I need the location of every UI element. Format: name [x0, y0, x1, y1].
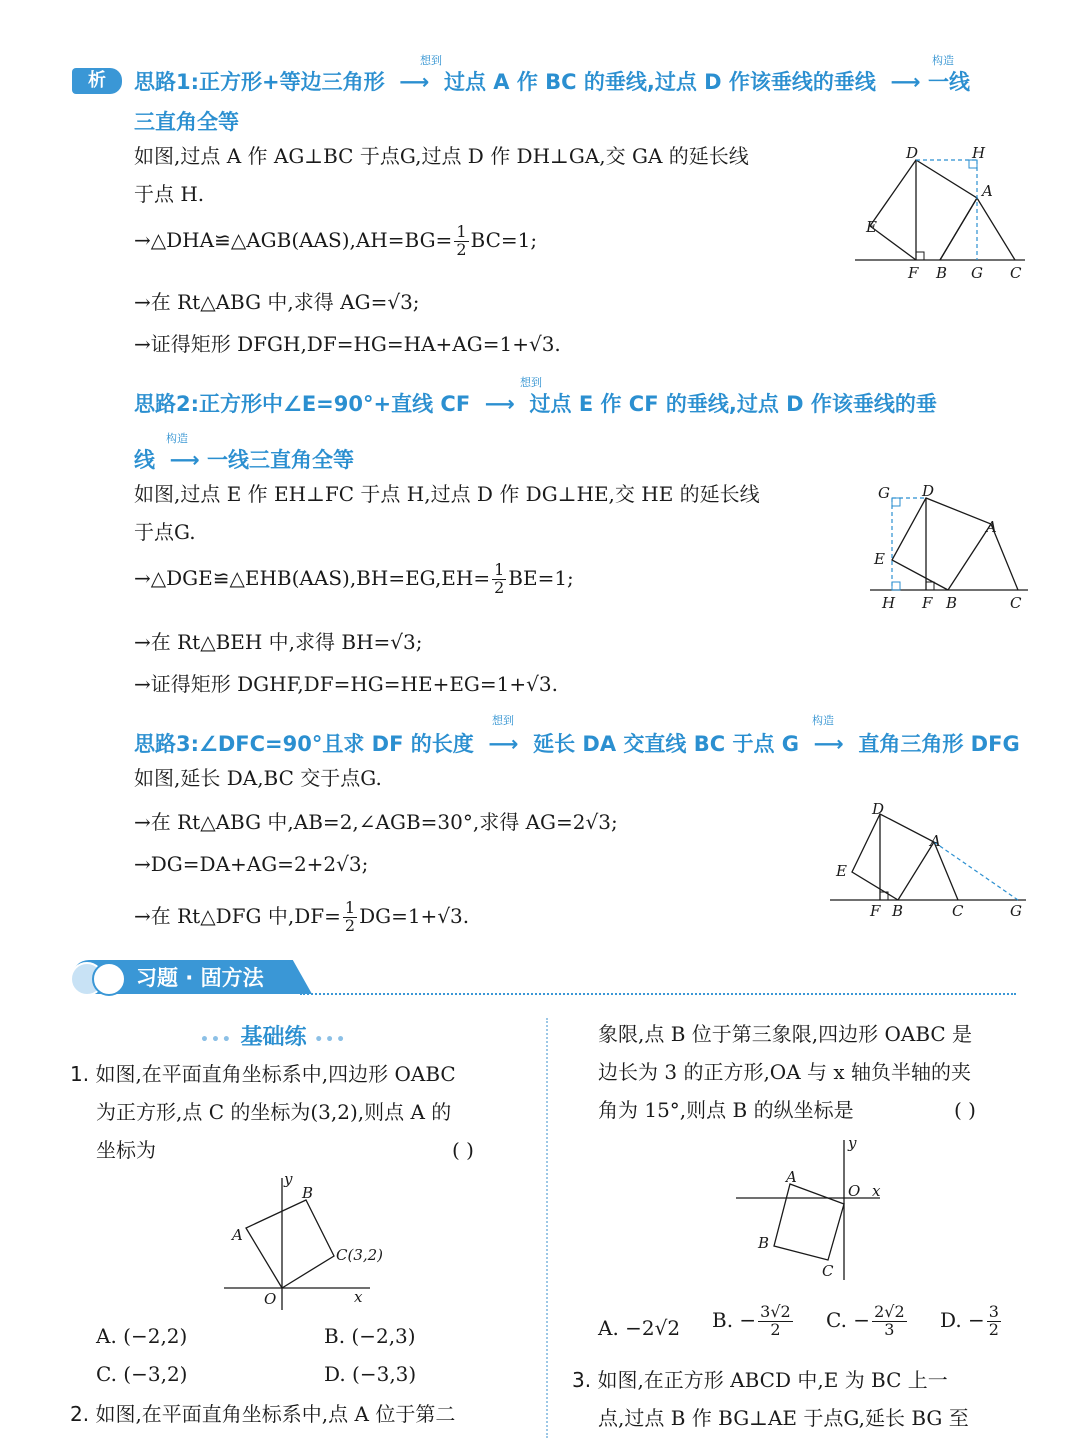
idea1-line2: 于点 H.: [134, 182, 205, 206]
idea2-figure: [866, 478, 1036, 618]
label-b: B: [758, 1234, 770, 1252]
label-x: x: [354, 1288, 363, 1306]
right-angle-mark: [916, 252, 924, 260]
right-angle-mark: [926, 582, 934, 590]
label-o: O: [848, 1182, 861, 1200]
label-c: C: [952, 902, 964, 920]
q2-option-d-label: D. −: [940, 1307, 985, 1332]
idea2-heading-b: 过点 E 作 CF 的垂线,过点 D 作该垂线的垂: [529, 392, 937, 416]
idea3-line1: 如图,延长 DA,BC 交于点G.: [134, 766, 382, 790]
square-outline: [892, 498, 991, 590]
idea3-heading-b: 延长 DA 交直线 BC 于点 G: [533, 732, 800, 756]
q3-text-1: 如图,在正方形 ABCD 中,E 为 BC 上一: [597, 1368, 948, 1392]
fraction-num: 2√2: [874, 1302, 905, 1321]
arrow-icon: ⟶: [806, 732, 852, 756]
idea3-heading-a: 思路3:∠DFC=90°且求 DF 的长度: [134, 732, 474, 756]
fraction: [454, 224, 468, 259]
label-c: C(3,2): [336, 1246, 384, 1264]
q1-number: 1.: [70, 1062, 90, 1086]
q2-cont2: 边长为 3 的正方形,OA 与 x 轴负半轴的夹: [598, 1060, 971, 1084]
arrow-icon: ⟶: [162, 448, 200, 472]
label-h: H: [882, 594, 896, 612]
fraction: [872, 1304, 907, 1339]
idea1-line3: [134, 224, 537, 259]
idea1-heading-b: 过点 A 作 BC 的垂线,过点 D 作该垂线的垂线: [443, 70, 876, 94]
right-angle-mark: [892, 582, 900, 590]
idea3-line4-post: DG=1+√3.: [359, 903, 470, 928]
q2-option-c-label: C. −: [826, 1307, 871, 1332]
q1-option-c[interactable]: C. (−3,2): [96, 1362, 188, 1386]
q2-option-a[interactable]: A. −2√2: [598, 1316, 681, 1340]
idea1-heading: [134, 66, 970, 96]
idea2-heading: [134, 388, 937, 418]
arrow-icon: ⟶: [477, 392, 523, 416]
fraction-num: 3√2: [760, 1302, 791, 1321]
label-c: C: [1010, 264, 1022, 282]
q3-number: 3.: [572, 1368, 592, 1392]
fraction-den: 2: [770, 1319, 781, 1339]
idea1-line1: 如图,过点 A 作 AG⊥BC 于点G,过点 D 作 DH⊥GA,交 GA 的延长线: [134, 144, 749, 168]
q1-option-a[interactable]: A. (−2,2): [96, 1324, 188, 1348]
idea2-line1: 如图,过点 E 作 EH⊥FC 于点 H,过点 D 作 DG⊥HE,交 HE 的延长线: [134, 482, 760, 506]
idea3-figure: [826, 800, 1036, 925]
fraction: [492, 562, 506, 597]
q2-line1: [70, 1402, 455, 1426]
fraction: [758, 1304, 793, 1339]
fraction-num: 1: [494, 560, 505, 579]
q1-line2: 为正方形,点 C 的坐标为(3,2),则点 A 的: [96, 1100, 452, 1124]
idea1-figure: [850, 140, 1030, 285]
q3-line2: 点,过点 B 作 BG⊥AE 于点G,延长 BG 至: [598, 1406, 969, 1430]
label-e: E: [836, 862, 847, 880]
idea1-line5: →证得矩形 DFGH,DF=HG=HA+AG=1+√3.: [134, 332, 561, 356]
idea1-arrow-label-1: 想到: [420, 54, 442, 67]
dots-icon: •••: [200, 1032, 233, 1048]
label-b: B: [936, 264, 948, 282]
square-outline: [870, 160, 977, 260]
q2-cont3: 角为 15°,则点 B 的纵坐标是: [598, 1098, 854, 1122]
fraction: [343, 900, 357, 935]
subsection-heading: [200, 1020, 347, 1051]
label-o: O: [264, 1290, 277, 1308]
right-angle-mark: [892, 498, 900, 506]
section-divider-line: [300, 993, 1016, 996]
fraction-den: 2: [456, 239, 467, 259]
label-d: D: [906, 144, 919, 162]
q2-option-c[interactable]: [826, 1304, 909, 1339]
arrow-icon: ⟶: [391, 70, 437, 94]
triangle-abc: [940, 198, 1015, 260]
fraction: [987, 1304, 1001, 1339]
label-d: D: [872, 800, 885, 818]
idea2-arrow-label-1: 想到: [520, 376, 542, 389]
idea2-heading-2: [134, 444, 354, 474]
idea1-heading-a: 思路1:正方形+等边三角形: [134, 70, 385, 94]
fraction-den: 2: [988, 1319, 999, 1339]
q1-text-1: 如图,在平面直角坐标系中,四边形 OABC: [95, 1062, 456, 1086]
q3-line1: [572, 1368, 948, 1392]
label-g: G: [1010, 902, 1022, 920]
label-a: A: [786, 1168, 797, 1186]
label-a: A: [986, 518, 997, 536]
fraction-num: 1: [456, 222, 467, 241]
q2-number: 2.: [70, 1402, 90, 1426]
idea3-arrow-label-2: 构造: [812, 714, 834, 727]
idea2-line5: →证得矩形 DGHF,DF=HG=HE+EG=1+√3.: [134, 672, 558, 696]
q2-figure: [730, 1134, 900, 1284]
q2-answer-bracket: ( ): [954, 1098, 976, 1122]
idea2-line3: [134, 562, 574, 597]
label-g: G: [971, 264, 983, 282]
label-a: A: [982, 182, 993, 200]
label-x: x: [872, 1182, 881, 1200]
idea1-line3-pre: →△DHA≌△AGB(AAS),AH=BG=: [134, 227, 453, 252]
q1-line3: 坐标为: [96, 1138, 156, 1162]
square-outline: [852, 814, 934, 900]
label-b: B: [892, 902, 904, 920]
q2-text-1: 如图,在平面直角坐标系中,点 A 位于第二: [95, 1402, 456, 1426]
dots-icon: •••: [314, 1032, 348, 1048]
arrow-icon: ⟶: [481, 732, 526, 756]
label-h: H: [972, 144, 986, 162]
idea2-line3-pre: →△DGE≌△EHB(AAS),BH=EG,EH=: [134, 565, 491, 590]
idea3-line3: →DG=DA+AG=2+2√3;: [134, 852, 369, 876]
label-e: E: [866, 218, 877, 236]
label-f: F: [922, 594, 933, 612]
label-f: F: [870, 902, 881, 920]
label-f: F: [908, 264, 919, 282]
q2-option-b-label: B. −: [712, 1307, 757, 1332]
arrow-icon: ⟶: [883, 70, 921, 94]
analysis-tag: 析: [72, 68, 122, 94]
fraction-den: 2: [494, 577, 505, 597]
idea2-line4: →在 Rt△BEH 中,求得 BH=√3;: [134, 630, 423, 654]
idea3-line2: →在 Rt△ABG 中,AB=2,∠AGB=30°,求得 AG=2√3;: [134, 810, 618, 834]
fraction-den: 3: [884, 1319, 895, 1339]
q2-option-d[interactable]: [940, 1304, 1003, 1339]
idea2-heading-d: 一线三直角全等: [207, 448, 355, 472]
subsection-title: 基础练: [240, 1025, 307, 1050]
idea1-heading-d: 三直角全等: [134, 110, 239, 134]
label-a: A: [232, 1226, 243, 1244]
idea3-line4: [134, 900, 469, 935]
square-oabc: [246, 1200, 334, 1288]
fraction-den: 2: [344, 915, 356, 935]
section-title: 习题 · 固方法: [136, 966, 264, 990]
idea2-line2: 于点G.: [134, 520, 196, 544]
idea3-arrow-label-1: 想到: [492, 714, 514, 727]
label-c: C: [822, 1262, 834, 1280]
label-c: C: [1010, 594, 1022, 612]
label-g: G: [878, 484, 890, 502]
band-circle-icon: [92, 962, 126, 996]
square-oabc: [774, 1184, 844, 1260]
idea2-arrow-label-2: 构造: [166, 432, 188, 445]
q2-cont1: 象限,点 B 位于第三象限,四边形 OABC 是: [598, 1022, 973, 1046]
q1-line1: [70, 1062, 456, 1086]
idea2-heading-a: 思路2:正方形中∠E=90°+直线 CF: [134, 392, 471, 416]
q1-option-d[interactable]: D. (−3,3): [324, 1362, 417, 1386]
label-b: B: [302, 1184, 314, 1202]
idea1-arrow-label-2: 构造: [932, 54, 954, 67]
idea3-heading: [134, 728, 1020, 758]
idea3-line4-pre: →在 Rt△DFG 中,DF=: [134, 903, 341, 928]
label-b: B: [946, 594, 958, 612]
idea1-line3-post: BC=1;: [470, 227, 538, 252]
label-e: E: [874, 550, 885, 568]
label-a: A: [930, 832, 941, 850]
label-y: y: [848, 1134, 857, 1152]
idea2-line3-post: BE=1;: [508, 565, 574, 590]
label-y: y: [284, 1170, 293, 1188]
q2-option-b[interactable]: [712, 1304, 795, 1339]
column-divider: [546, 1018, 548, 1438]
q1-answer-bracket: ( ): [452, 1138, 474, 1162]
label-d: D: [922, 482, 935, 500]
idea2-heading-c: 线: [134, 448, 155, 472]
q1-option-b[interactable]: B. (−2,3): [324, 1324, 416, 1348]
fraction-num: 3: [988, 1302, 999, 1321]
fraction-num: 1: [344, 898, 356, 917]
idea1-heading-c: 一线: [927, 70, 970, 94]
idea3-heading-c: 直角三角形 DFG: [858, 732, 1020, 756]
idea1-line4: →在 Rt△ABG 中,求得 AG=√3;: [134, 290, 420, 314]
q1-figure: [220, 1170, 400, 1315]
